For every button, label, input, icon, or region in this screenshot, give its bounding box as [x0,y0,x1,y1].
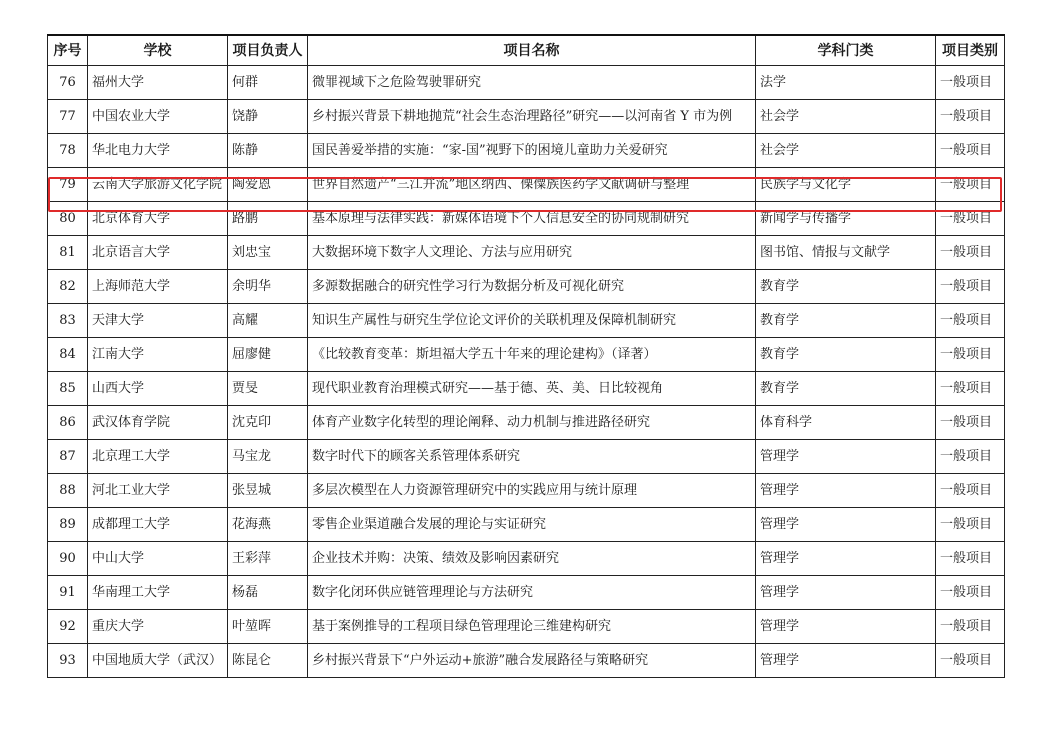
cell-seq: 79 [48,168,88,202]
table-row [48,236,1005,270]
project-table [47,34,1005,678]
cell-category: 一般项目 [936,270,1005,304]
cell-school: 北京体育大学 [88,202,228,236]
cell-category: 一般项目 [936,134,1005,168]
cell-title: 国民善爱举措的实施：“家-国”视野下的困境儿童助力关爱研究 [308,134,756,168]
cell-category: 一般项目 [936,372,1005,406]
cell-title: 基本原理与法律实践：新媒体语境下个人信息安全的协同规制研究 [308,202,756,236]
cell-leader: 陈昆仑 [228,644,308,678]
cell-leader: 屈廖健 [228,338,308,372]
cell-title: 零售企业渠道融合发展的理论与实证研究 [308,508,756,542]
table-row [48,168,1005,202]
cell-discipline: 管理学 [756,576,936,610]
cell-leader: 马宝龙 [228,440,308,474]
cell-school: 武汉体育学院 [88,406,228,440]
cell-seq: 92 [48,610,88,644]
cell-seq: 78 [48,134,88,168]
table-row [48,202,1005,236]
cell-title: 多层次模型在人力资源管理研究中的实践应用与统计原理 [308,474,756,508]
cell-category: 一般项目 [936,202,1005,236]
table-row [48,100,1005,134]
cell-school: 华南理工大学 [88,576,228,610]
cell-leader: 张昱城 [228,474,308,508]
cell-school: 河北工业大学 [88,474,228,508]
cell-school: 中国农业大学 [88,100,228,134]
cell-title: 微罪视域下之危险驾驶罪研究 [308,66,756,100]
cell-discipline: 管理学 [756,542,936,576]
cell-seq: 84 [48,338,88,372]
cell-title: 大数据环境下数字人文理论、方法与应用研究 [308,236,756,270]
table-row [48,576,1005,610]
table-row [48,304,1005,338]
cell-category: 一般项目 [936,236,1005,270]
table-row [48,372,1005,406]
project-list-sheet [47,34,1005,678]
cell-discipline: 管理学 [756,644,936,678]
cell-seq: 91 [48,576,88,610]
cell-leader: 贾旻 [228,372,308,406]
cell-title: 基于案例推导的工程项目绿色管理理论三维建构研究 [308,610,756,644]
cell-discipline: 管理学 [756,610,936,644]
cell-discipline: 教育学 [756,304,936,338]
cell-school: 山西大学 [88,372,228,406]
header-leader: 项目负责人 [228,35,308,66]
cell-leader: 刘忠宝 [228,236,308,270]
cell-school: 成都理工大学 [88,508,228,542]
cell-category: 一般项目 [936,610,1005,644]
cell-seq: 93 [48,644,88,678]
header-seq: 序号 [48,35,88,66]
cell-category: 一般项目 [936,644,1005,678]
cell-leader: 花海燕 [228,508,308,542]
cell-leader: 陶爱恩 [228,168,308,202]
cell-seq: 77 [48,100,88,134]
cell-category: 一般项目 [936,508,1005,542]
cell-title: 《比较教育变革：斯坦福大学五十年来的理论建构》（译著） [308,338,756,372]
table-row [48,134,1005,168]
table-row [48,66,1005,100]
cell-title: 企业技术并购：决策、绩效及影响因素研究 [308,542,756,576]
cell-discipline: 教育学 [756,372,936,406]
cell-seq: 83 [48,304,88,338]
cell-title: 知识生产属性与研究生学位论文评价的关联机理及保障机制研究 [308,304,756,338]
cell-category: 一般项目 [936,406,1005,440]
cell-discipline: 社会学 [756,100,936,134]
cell-school: 江南大学 [88,338,228,372]
cell-discipline: 体育科学 [756,406,936,440]
table-row [48,338,1005,372]
cell-seq: 88 [48,474,88,508]
header-discipline: 学科门类 [756,35,936,66]
cell-school: 重庆大学 [88,610,228,644]
table-row [48,542,1005,576]
cell-school: 中山大学 [88,542,228,576]
cell-leader: 高耀 [228,304,308,338]
table-row [48,644,1005,678]
cell-leader: 沈克印 [228,406,308,440]
cell-seq: 86 [48,406,88,440]
cell-leader: 路鹏 [228,202,308,236]
cell-seq: 80 [48,202,88,236]
cell-discipline: 法学 [756,66,936,100]
cell-title: 乡村振兴背景下“户外运动+旅游”融合发展路径与策略研究 [308,644,756,678]
cell-category: 一般项目 [936,474,1005,508]
table-header-row [48,35,1005,66]
cell-title: 体育产业数字化转型的理论阐释、动力机制与推进路径研究 [308,406,756,440]
table-row [48,440,1005,474]
cell-seq: 89 [48,508,88,542]
cell-category: 一般项目 [936,440,1005,474]
header-school: 学校 [88,35,228,66]
cell-category: 一般项目 [936,66,1005,100]
cell-school: 天津大学 [88,304,228,338]
cell-leader: 王彩萍 [228,542,308,576]
table-row [48,270,1005,304]
cell-seq: 82 [48,270,88,304]
cell-leader: 叶堃晖 [228,610,308,644]
cell-title: 乡村振兴背景下耕地抛荒“社会生态治理路径”研究——以河南省 Y 市为例 [308,100,756,134]
cell-discipline: 管理学 [756,508,936,542]
cell-category: 一般项目 [936,100,1005,134]
cell-discipline: 社会学 [756,134,936,168]
cell-discipline: 教育学 [756,270,936,304]
cell-leader: 余明华 [228,270,308,304]
cell-category: 一般项目 [936,576,1005,610]
cell-discipline: 图书馆、情报与文献学 [756,236,936,270]
cell-school: 北京理工大学 [88,440,228,474]
cell-discipline: 管理学 [756,474,936,508]
cell-category: 一般项目 [936,338,1005,372]
cell-leader: 何群 [228,66,308,100]
cell-category: 一般项目 [936,168,1005,202]
cell-category: 一般项目 [936,304,1005,338]
cell-title: 数字化闭环供应链管理理论与方法研究 [308,576,756,610]
header-category: 项目类别 [936,35,1005,66]
cell-leader: 陈静 [228,134,308,168]
cell-discipline: 民族学与文化学 [756,168,936,202]
header-title: 项目名称 [308,35,756,66]
cell-leader: 饶静 [228,100,308,134]
table-row [48,610,1005,644]
cell-discipline: 管理学 [756,440,936,474]
cell-discipline: 教育学 [756,338,936,372]
cell-school: 北京语言大学 [88,236,228,270]
table-row [48,508,1005,542]
cell-seq: 90 [48,542,88,576]
cell-school: 华北电力大学 [88,134,228,168]
cell-title: 世界自然遗产“三江并流”地区纳西、傈僳族医药学文献调研与整理 [308,168,756,202]
cell-school: 上海师范大学 [88,270,228,304]
cell-school: 中国地质大学（武汉） [88,644,228,678]
cell-seq: 85 [48,372,88,406]
cell-school: 福州大学 [88,66,228,100]
cell-discipline: 新闻学与传播学 [756,202,936,236]
cell-title: 数字时代下的顾客关系管理体系研究 [308,440,756,474]
cell-title: 多源数据融合的研究性学习行为数据分析及可视化研究 [308,270,756,304]
cell-school: 云南大学旅游文化学院 [88,168,228,202]
cell-seq: 76 [48,66,88,100]
table-row [48,474,1005,508]
cell-category: 一般项目 [936,542,1005,576]
cell-seq: 87 [48,440,88,474]
cell-seq: 81 [48,236,88,270]
cell-title: 现代职业教育治理模式研究——基于德、英、美、日比较视角 [308,372,756,406]
cell-leader: 杨磊 [228,576,308,610]
table-row [48,406,1005,440]
